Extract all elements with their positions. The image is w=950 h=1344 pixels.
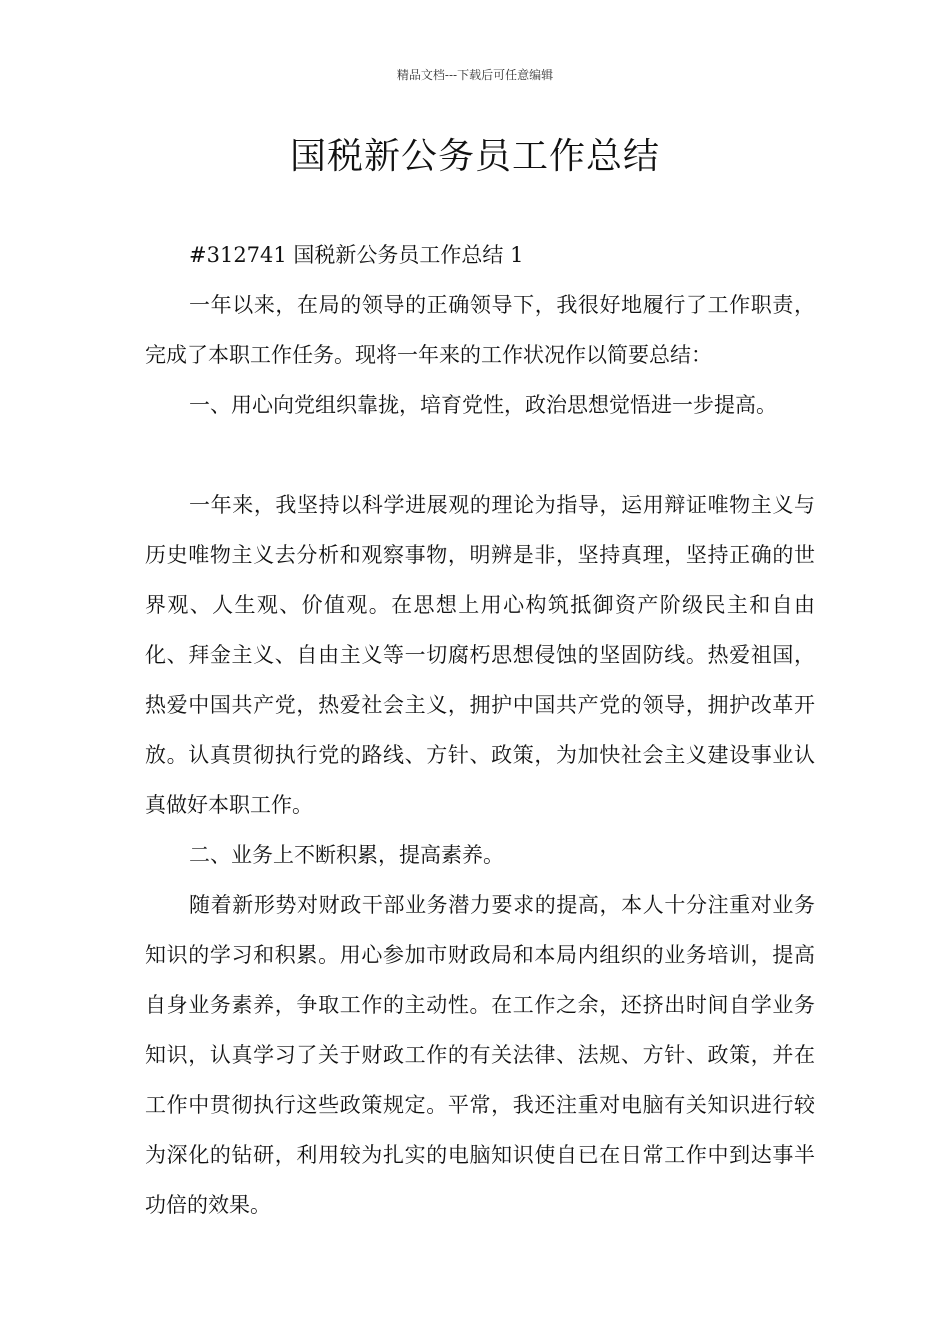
section-heading-1: 一、用心向党组织靠拢，培育党性，政治思想觉悟进一步提高。 — [189, 393, 777, 417]
header-note: 精品文档---下载后可任意编辑 — [396, 68, 554, 82]
doc-id-heading: #312741 国税新公务员工作总结 1 — [189, 243, 524, 267]
section-paragraph-2: 随着新形势对财政干部业务潜力要求的提高，本人十分注重对业务知识的学习和积累。用心参加市财政局和本局内组织的业务培训，提高自身业务素养，争取工作的主动性。在工作之余，还挤出时间自学业务知识，认真学习了关于财政工作的有关法律、法规、方针、政策，并在工作中贯彻执行这些政策规定。平常，我还注重对电脑有关知识进行较为深化的钻研，利用较为扎实的电脑知识使自已在日常工作中到达事半功倍的效果。 — [145, 893, 815, 1217]
document-body — [145, 230, 815, 1230]
intro-paragraph: 一年以来，在局的领导的正确领导下，我很好地履行了工作职责，完成了本职工作任务。现将一年来的工作状况作以简要总结： — [145, 293, 815, 367]
paragraph-gap — [145, 430, 815, 480]
section-heading-2: 二、业务上不断积累，提高素养。 — [189, 843, 504, 867]
page-title: 国税新公务员工作总结 — [289, 136, 660, 177]
section-paragraph-1: 一年来，我坚持以科学进展观的理论为指导，运用辩证唯物主义与历史唯物主义去分析和观察事物，明辨是非，坚持真理，坚持正确的世界观、人生观、价值观。在思想上用心构筑抵御资产阶级民主和自由化、拜金主义、自由主义等一切腐朽思想侵蚀的坚固防线。热爱祖国，热爱中国共产党，热爱社会主义，拥护中国共产党的领导，拥护改革开放。认真贯彻执行党的路线、方针、政策，为加快社会主义建设事业认真做好本职工作。 — [145, 493, 815, 817]
